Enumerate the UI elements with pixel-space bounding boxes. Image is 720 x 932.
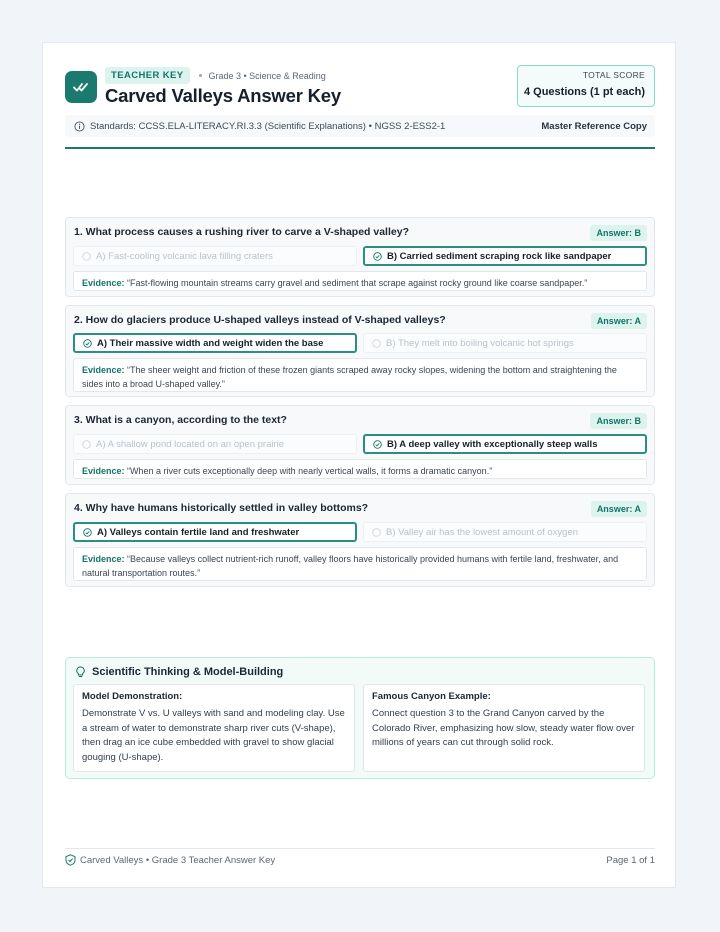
card-body: Connect question 3 to the Grand Canyon carved by the Colorado River, emphasizing how slow, steady water flow over millions of years can cut through solid rock. (372, 708, 635, 748)
question-card-1 (65, 217, 655, 297)
evidence-box (73, 358, 647, 392)
evidence-label: Evidence: (82, 554, 125, 564)
option-label: A) A shallow pond located on an open prairie (96, 438, 285, 450)
answer-key-sheet (42, 42, 676, 888)
card-body: Demonstrate V vs. U valleys with sand and modeling clay. Use a stream of water to demonstrate sharp river cuts (V-shape), then drag an ice cube embedded with gravel to show glacial gouging (U-shape). (82, 708, 345, 763)
standards-bar (65, 115, 655, 137)
check-circle-icon (83, 339, 92, 348)
card-title: Model Demonstration: (82, 691, 183, 702)
score-label: TOTAL SCORE (582, 70, 645, 80)
check-circle-icon (83, 528, 92, 537)
empty-circle-icon (82, 440, 91, 449)
evidence-text: “When a river cuts exceptionally deep with nearly vertical walls, it forms a dramatic canyon.” (127, 466, 493, 476)
evidence-text: “Fast-flowing mountain streams carry gravel and sediment that scrape against rocky ground like coarse sandpaper.” (127, 278, 588, 288)
empty-circle-icon (372, 528, 381, 537)
footer-rule (65, 848, 655, 849)
option-label: B) Carried sediment scraping rock like sandpaper (387, 250, 612, 262)
option-a (73, 246, 357, 266)
question-title: 3. What is a canyon, according to the text? (74, 414, 287, 426)
answer-badge: Answer: A (591, 501, 647, 517)
check-circle-icon (373, 440, 382, 449)
meta-row (105, 67, 326, 84)
check-circle-icon (373, 252, 382, 261)
option-b-correct (363, 434, 647, 454)
page-number: Page 1 of 1 (606, 854, 655, 866)
option-a (73, 434, 357, 454)
grade-subject: Grade 3 • Science & Reading (208, 70, 326, 81)
option-label: B) A deep valley with exceptionally steep walls (387, 438, 598, 450)
option-label: A) Valleys contain fertile land and freshwater (97, 526, 300, 538)
evidence-label: Evidence: (82, 278, 125, 288)
total-score-box (517, 65, 655, 107)
card-title: Famous Canyon Example: (372, 691, 491, 702)
famous-canyon-card (363, 684, 645, 772)
scientific-thinking-panel (65, 657, 655, 779)
footer (65, 854, 655, 866)
model-demonstration-card (73, 684, 355, 772)
option-a-correct (73, 522, 357, 542)
question-card-2 (65, 305, 655, 397)
question-card-3 (65, 405, 655, 485)
option-a-correct (73, 333, 357, 353)
question-title: 2. How do glaciers produce U-shaped valleys instead of V-shaped valleys? (74, 314, 446, 326)
score-value: 4 Questions (1 pt each) (523, 86, 645, 98)
question-title: 4. Why have humans historically settled in valley bottoms? (74, 502, 369, 514)
master-copy-label: Master Reference Copy (541, 120, 647, 132)
option-label: A) Fast-cooling volcanic lava filling craters (96, 250, 273, 262)
evidence-label: Evidence: (82, 365, 125, 375)
option-label: B) Valley air has the lowest amount of oxygen (386, 526, 579, 538)
teacher-key-badge: TEACHER KEY (105, 67, 190, 84)
separator-dot (199, 74, 202, 77)
evidence-text: “Because valleys collect nutrient-rich runoff, valley floors have historically provided humans with fertile land, freshwater, and natural transportation routes.” (82, 554, 619, 578)
question-card-4 (65, 493, 655, 587)
answer-badge: Answer: A (591, 313, 647, 329)
option-b (363, 333, 647, 353)
empty-circle-icon (372, 339, 381, 348)
answer-badge: Answer: B (590, 225, 647, 241)
thinking-header (75, 666, 283, 678)
thinking-title: Scientific Thinking & Model-Building (92, 666, 284, 678)
option-label: A) Their massive width and weight widen the base (97, 337, 324, 349)
evidence-box (73, 271, 647, 291)
shield-check-icon (65, 854, 76, 866)
empty-circle-icon (82, 252, 91, 261)
evidence-box (73, 459, 647, 479)
header-rule (65, 147, 655, 149)
footer-left-text: Carved Valleys • Grade 3 Teacher Answer Key (80, 854, 276, 866)
page-title: Carved Valleys Answer Key (105, 85, 341, 106)
standards-text: Standards: CCSS.ELA-LITERACY.RI.3.3 (Scientific Explanations) • NGSS 2-ESS2-1 (90, 120, 446, 132)
option-label: B) They melt into boiling volcanic hot springs (386, 337, 574, 349)
answer-badge: Answer: B (590, 413, 647, 429)
evidence-box (73, 547, 647, 581)
check-double-icon (65, 71, 97, 103)
evidence-text: “The sheer weight and friction of these frozen giants scraped away rocky slopes, widening the bottom and straightening the sides into a broad U-shaped valley.” (82, 365, 617, 389)
header (65, 65, 655, 113)
evidence-label: Evidence: (82, 466, 125, 476)
option-b-correct (363, 246, 647, 266)
info-icon (74, 121, 85, 132)
question-title: 1. What process causes a rushing river to carve a V-shaped valley? (74, 226, 409, 238)
option-b (363, 522, 647, 542)
lightbulb-icon (75, 666, 86, 678)
